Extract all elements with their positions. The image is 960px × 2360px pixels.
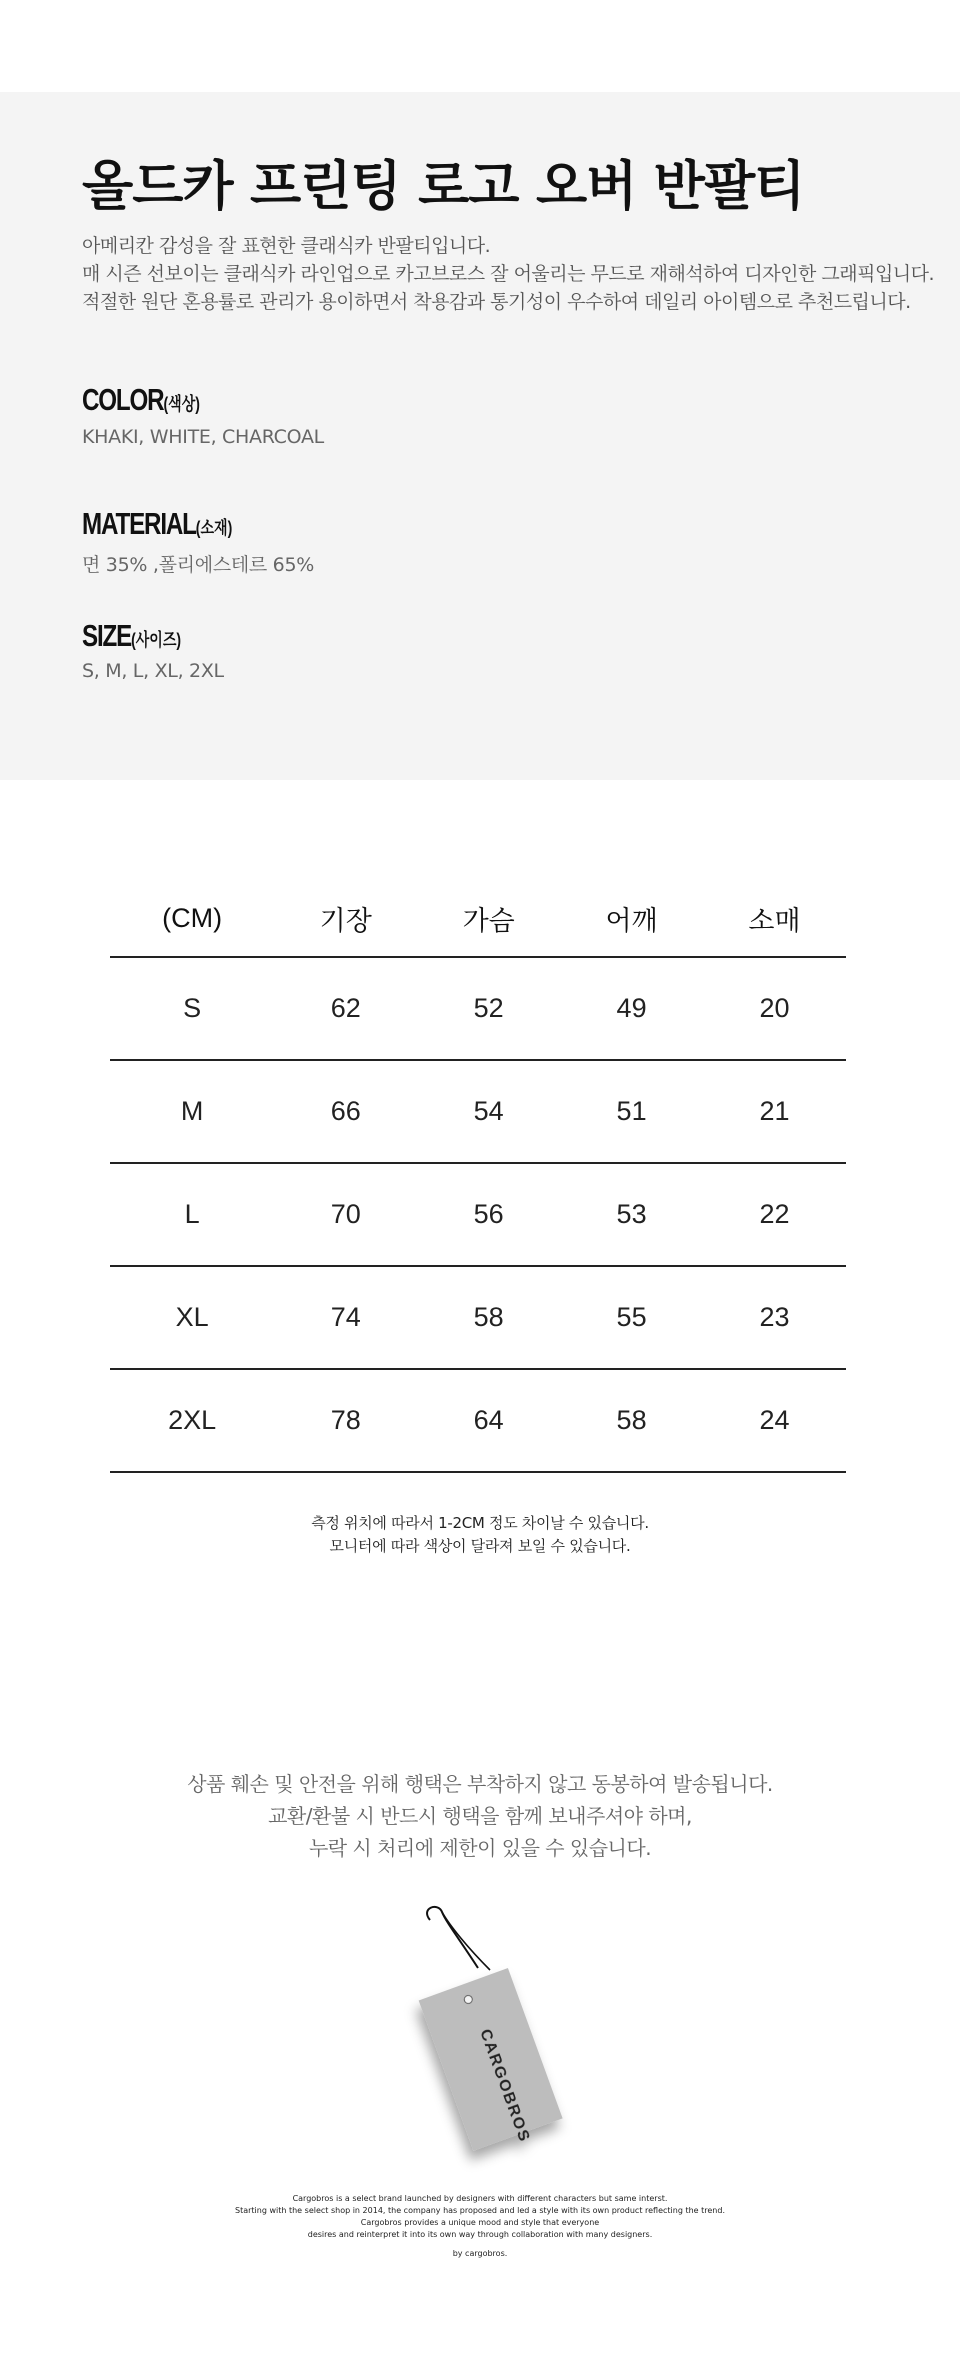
material-spec-label <box>82 506 232 542</box>
product-info-section <box>0 92 960 780</box>
sleeve-cell: 20 <box>703 957 846 1060</box>
about-line: Starting with the select shop in 2014, the company has proposed and led a style with its own product reflecting the trend. <box>235 2206 725 2215</box>
header-sleeve: 소매 <box>703 880 846 957</box>
length-cell: 70 <box>274 1163 417 1266</box>
material-spec-value: 면 35% ,폴리에스테르 65% <box>82 554 314 576</box>
shoulder-cell: 58 <box>560 1369 703 1472</box>
about-line: Cargobros is a select brand launched by designers with different characters but same interst. <box>292 2194 668 2203</box>
table-row <box>110 1266 846 1369</box>
length-cell: 66 <box>274 1060 417 1163</box>
hang-tag <box>419 1968 566 2160</box>
size-cell: XL <box>110 1266 274 1369</box>
chest-cell: 54 <box>417 1060 560 1163</box>
size-cell: M <box>110 1060 274 1163</box>
notice-line: 교환/환불 시 반드시 행택을 함께 보내주셔야 하며, <box>268 1804 692 1828</box>
measurement-note <box>0 1512 960 1558</box>
chest-cell: 56 <box>417 1163 560 1266</box>
product-description <box>82 232 935 316</box>
hang-tag-notice <box>0 1768 960 1864</box>
note-line: 측정 위치에 따라서 1-2CM 정도 차이날 수 있습니다. <box>311 1514 649 1532</box>
shoulder-cell: 55 <box>560 1266 703 1369</box>
chest-cell: 64 <box>417 1369 560 1472</box>
hang-tag-illustration <box>390 1900 590 2180</box>
chest-cell: 58 <box>417 1266 560 1369</box>
color-label: COLOR <box>82 382 164 417</box>
about-line: desires and reinterpret it into its own way through collaboration with many designers. <box>307 2230 653 2239</box>
description-line: 아메리칸 감성을 잘 표현한 클래식카 반팔티입니다. <box>82 235 491 257</box>
tag-brand-text: CARGOBROS <box>476 2026 533 2145</box>
size-chart-header-row <box>110 880 846 957</box>
sleeve-cell: 24 <box>703 1369 846 1472</box>
size-cell: S <box>110 957 274 1060</box>
material-label: MATERIAL <box>82 506 196 541</box>
header-shoulder: 어깨 <box>560 880 703 957</box>
table-row <box>110 957 846 1060</box>
sleeve-cell: 23 <box>703 1266 846 1369</box>
product-title: 올드카 프린팅 로고 오버 반팔티 <box>82 156 805 217</box>
size-chart-table <box>110 880 846 1473</box>
size-label-sub: (사이즈) <box>131 630 182 650</box>
shoulder-cell: 53 <box>560 1163 703 1266</box>
header-unit: (CM) <box>110 880 274 957</box>
note-line: 모니터에 따라 색상이 달라져 보일 수 있습니다. <box>329 1537 631 1555</box>
shoulder-cell: 51 <box>560 1060 703 1163</box>
color-label-sub: (색상) <box>163 394 200 414</box>
material-label-sub: (소재) <box>195 518 233 538</box>
table-row <box>110 1369 846 1472</box>
color-spec-value: KHAKI, WHITE, CHARCOAL <box>82 426 324 448</box>
table-row <box>110 1163 846 1266</box>
chest-cell: 52 <box>417 957 560 1060</box>
sleeve-cell: 22 <box>703 1163 846 1266</box>
size-spec-value: S, M, L, XL, 2XL <box>82 660 224 682</box>
table-row <box>110 1060 846 1163</box>
sleeve-cell: 21 <box>703 1060 846 1163</box>
size-cell: L <box>110 1163 274 1266</box>
size-cell: 2XL <box>110 1369 274 1472</box>
header-chest: 가슴 <box>417 880 560 957</box>
description-line: 적절한 원단 혼용률로 관리가 용이하면서 착용감과 통기성이 우수하여 데일리 아이템으로 추천드립니다. <box>82 291 911 313</box>
size-label: SIZE <box>82 618 132 653</box>
header-length: 기장 <box>274 880 417 957</box>
length-cell: 62 <box>274 957 417 1060</box>
length-cell: 78 <box>274 1369 417 1472</box>
brand-about <box>0 2193 960 2260</box>
size-spec-label <box>82 618 181 654</box>
notice-line: 상품 훼손 및 안전을 위해 행택은 부착하지 않고 동봉하여 발송됩니다. <box>187 1772 773 1796</box>
tag-string <box>427 1907 478 1968</box>
notice-line: 누락 시 처리에 제한이 있을 수 있습니다. <box>308 1836 652 1860</box>
about-line: Cargobros provides a unique mood and style that everyone <box>360 2218 600 2227</box>
color-spec-label <box>82 382 200 418</box>
shoulder-cell: 49 <box>560 957 703 1060</box>
length-cell: 74 <box>274 1266 417 1369</box>
description-line: 매 시즌 선보이는 클래식카 라인업으로 카고브로스 잘 어울리는 무드로 재해석하여 디자인한 그래픽입니다. <box>82 263 935 285</box>
brand-signature: by cargobros. <box>452 2249 508 2258</box>
tag-string <box>442 1912 490 1970</box>
